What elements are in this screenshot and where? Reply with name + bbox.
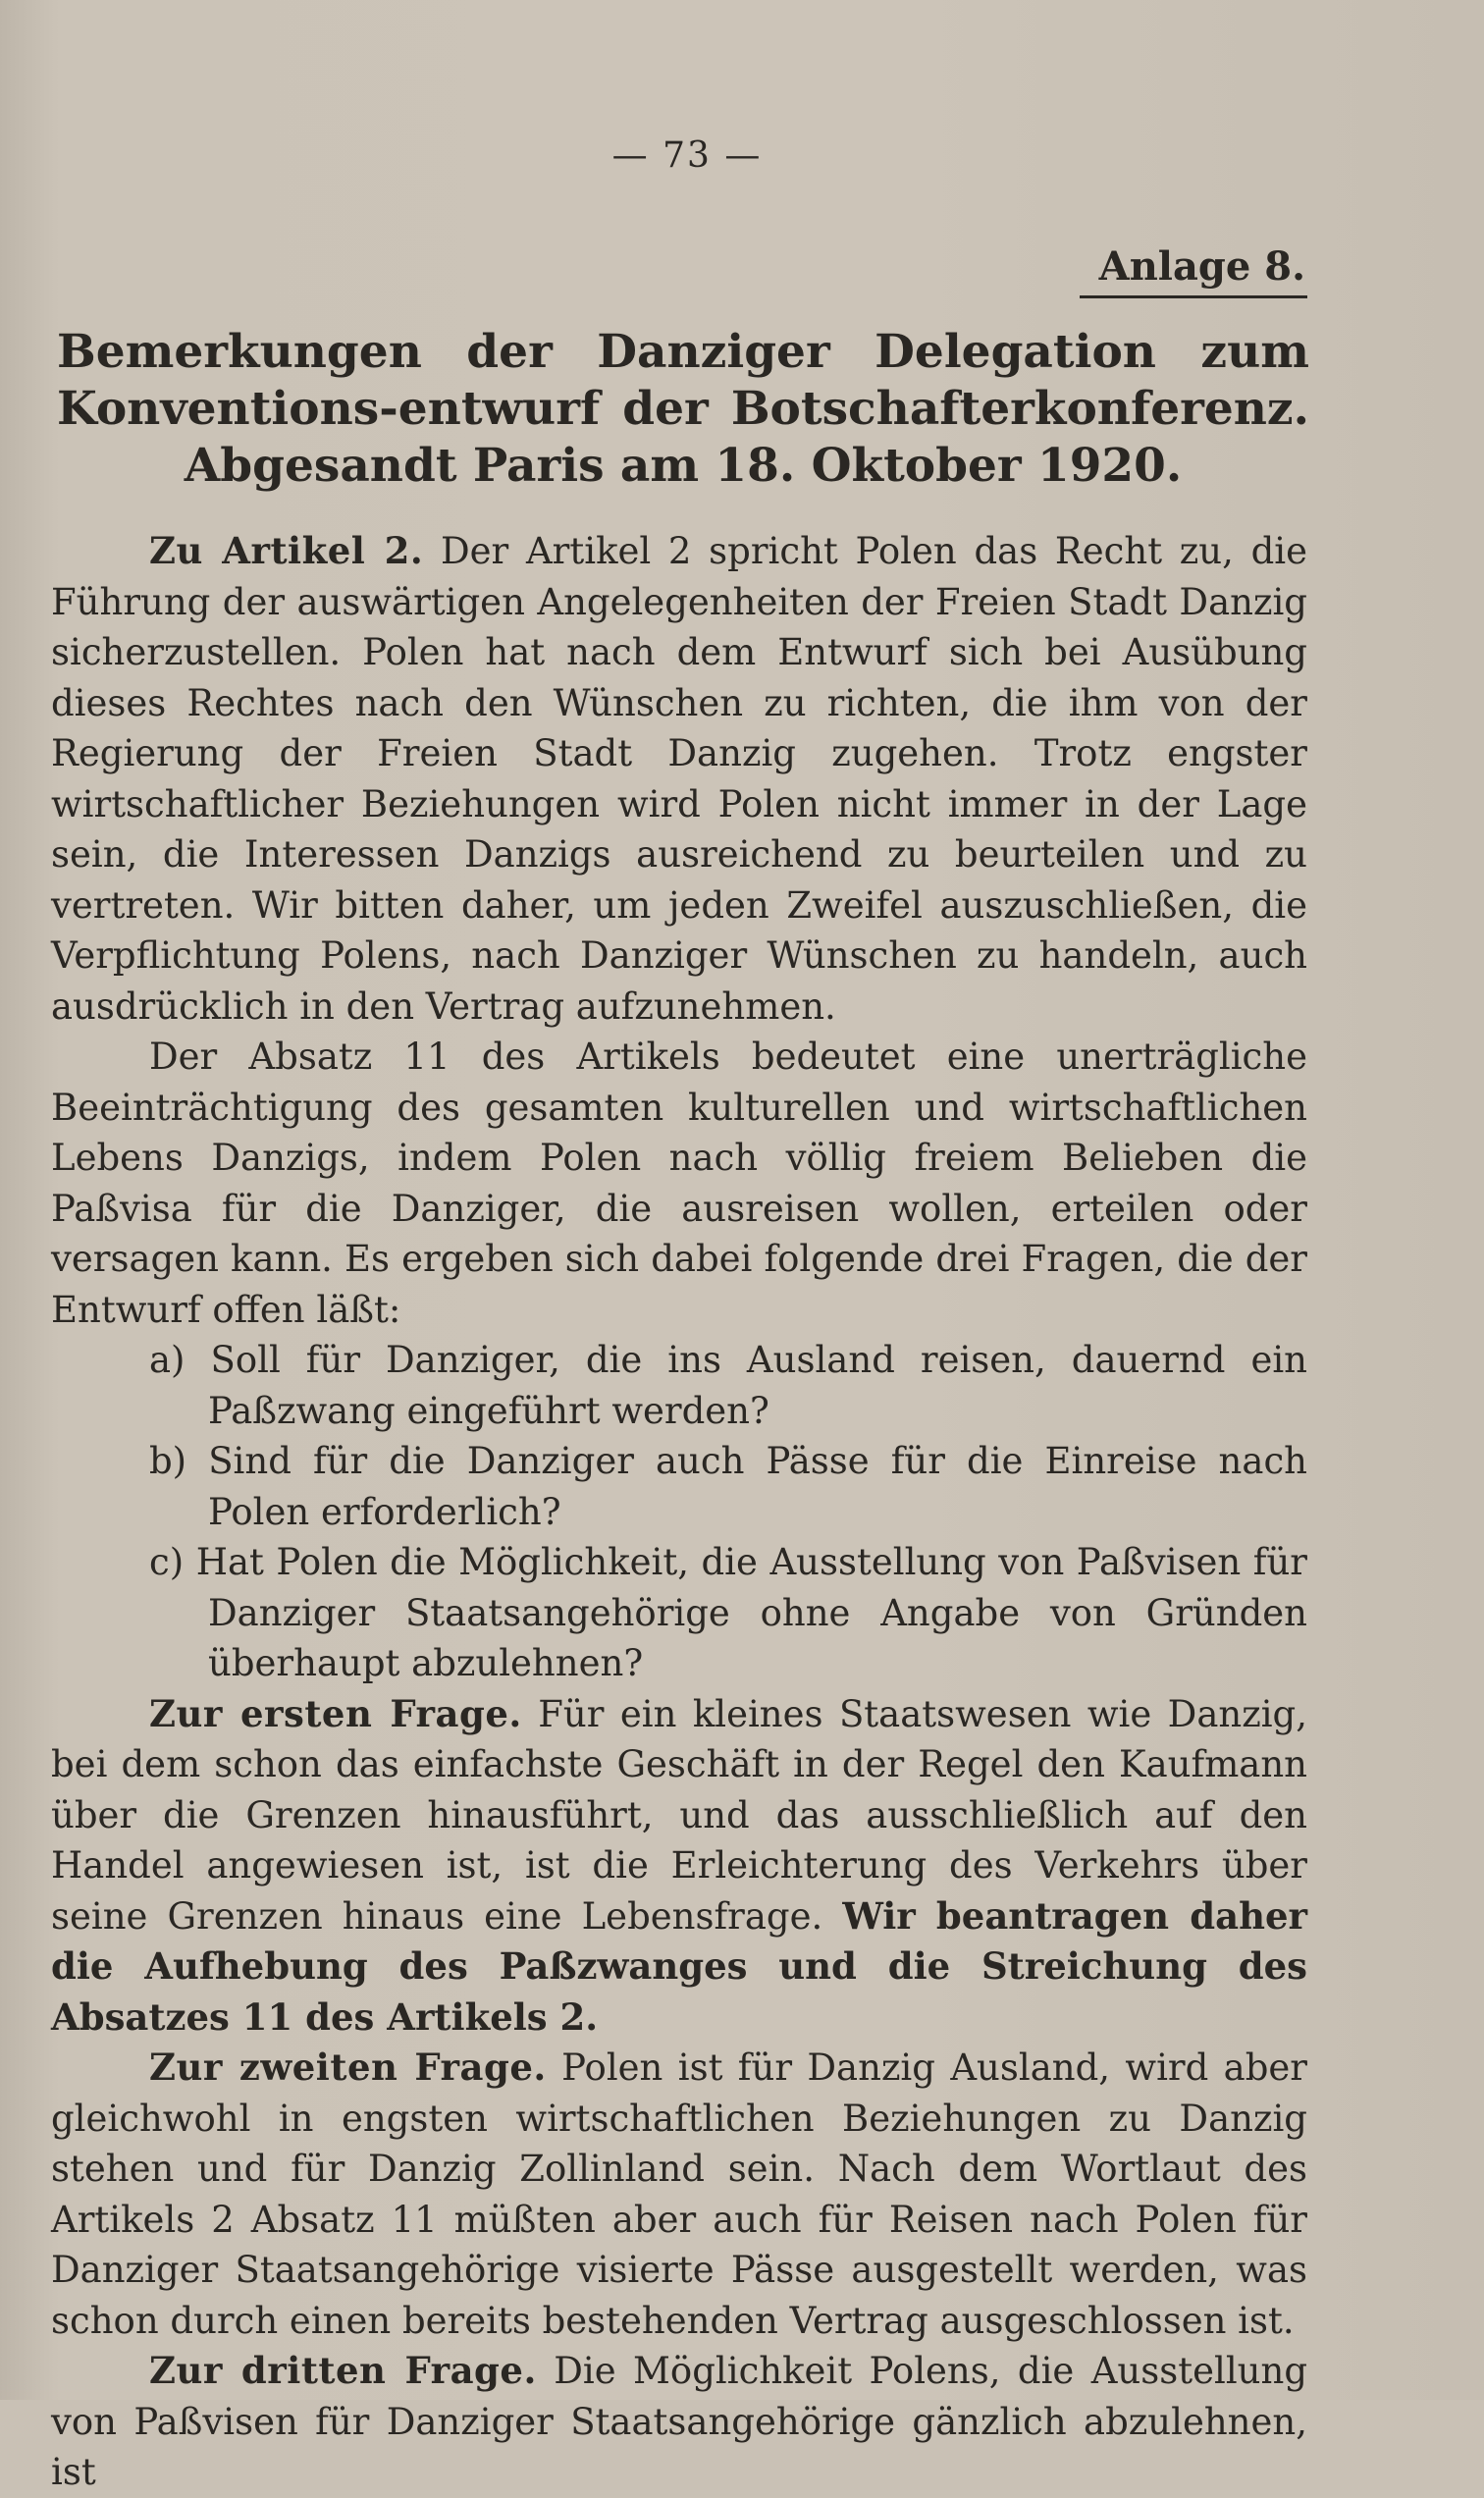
question-marker: b) [149, 1440, 187, 1482]
question-b [51, 1436, 1307, 1537]
first-question-label: Zur ersten Frage. [149, 1691, 522, 1735]
second-question-text: Polen ist für Danzig Ausland, wird aber gleichwohl in engsten wirtschaftlichen Beziehungen zu Danzig stehen und für Danzig Zollinland sein. Nach dem Wortlaut des Artikels 2 Absatz 11 müßten aber auch für Reisen nach Polen für Danziger Staatsangehörige visierte Pässe ausgestellt werden, was schon durch einen bereits bestehenden Vertrag ausgeschlossen ist. [51, 2046, 1307, 2342]
question-text: Soll für Danziger, die ins Ausland reisen, dauernd ein Paßzwang eingeführt werden? [208, 1339, 1308, 1432]
article-2-paragraph [51, 526, 1307, 1032]
annex-label: Anlage 8. [1080, 243, 1307, 298]
first-question-emphasis: Wir beantragen daher die Aufhebung des Paßzwanges und die Streichung des Absatzes 11 des Artikels 2. [51, 1893, 1308, 2039]
third-question-label: Zur dritten Frage. [149, 2349, 537, 2392]
article-2-text: Der Artikel 2 spricht Polen das Recht zu, die Führung der auswärtigen Angelegenheiten der Freien Stadt Danzig sicherzustellen. Polen hat nach dem Entwurf sich bei Ausübung dieses Rechtes nach den Wünschen zu richten, die ihm von der Regierung der Freien Stadt Danzig zugehen. Trotz engster wirtschaftlicher Beziehungen wird Polen nicht immer in der Lage sein, die Interessen Danzigs ausreichend zu beurteilen und zu vertreten. Wir bitten daher, um jeden Zweifel auszuschließen, die Verpflichtung Polens, nach Danziger Wünschen zu handeln, auch ausdrücklich in den Vertrag aufzunehmen. [51, 530, 1307, 1028]
first-question-paragraph [51, 1689, 1307, 2044]
first-question-text: Für ein kleines Staatswesen wie Danzig, bei dem schon das einfachste Geschäft in der Regel den Kaufmann über die Grenzen hinausführt, und das ausschließlich auf den Handel angewiesen ist, ist die Erleichterung des Verkehrs über seine Grenzen hinaus eine Lebensfrage. [51, 1692, 1307, 1938]
second-question-paragraph [51, 2043, 1307, 2346]
question-marker: c) [149, 1541, 185, 1583]
page-number: — 73 — [611, 135, 763, 176]
question-c [51, 1537, 1307, 1689]
third-question-paragraph [51, 2346, 1307, 2498]
third-question-text: Die Möglichkeit Polens, die Ausstellung von Paßvisen für Danziger Staatsangehörige gänzlich abzulehnen, ist [51, 2350, 1308, 2493]
question-marker: a) [149, 1339, 186, 1381]
second-question-label: Zur zweiten Frage. [149, 2046, 547, 2089]
document-body [51, 526, 1307, 2498]
question-a [51, 1335, 1307, 1436]
question-text: Sind für die Danziger auch Pässe für die Einreise nach Polen erforderlich? [208, 1440, 1307, 1533]
question-text: Hat Polen die Möglichkeit, die Ausstellung von Paßvisen für Danziger Staatsangehörige ohne Angabe von Gründen überhaupt abzulehnen? [195, 1541, 1307, 1684]
article-2-label: Zu Artikel 2. [149, 529, 424, 572]
document-title: Bemerkungen der Danziger Delegation zum Konventions-entwurf der Botschafterkonferenz. Abgesandt Paris am 18. Oktober 1920. [57, 325, 1309, 493]
absatz-11-paragraph: Der Absatz 11 des Artikels bedeutet eine unerträgliche Beeinträchtigung des gesamten kulturellen und wirtschaftlichen Lebens Danzigs, indem Polen nach völlig freiem Belieben die Paßvisa für die Danziger, die ausreisen wollen, erteilen oder versagen kann. Es ergeben sich dabei folgende drei Fragen, die der Entwurf offen läßt: [51, 1036, 1307, 1331]
